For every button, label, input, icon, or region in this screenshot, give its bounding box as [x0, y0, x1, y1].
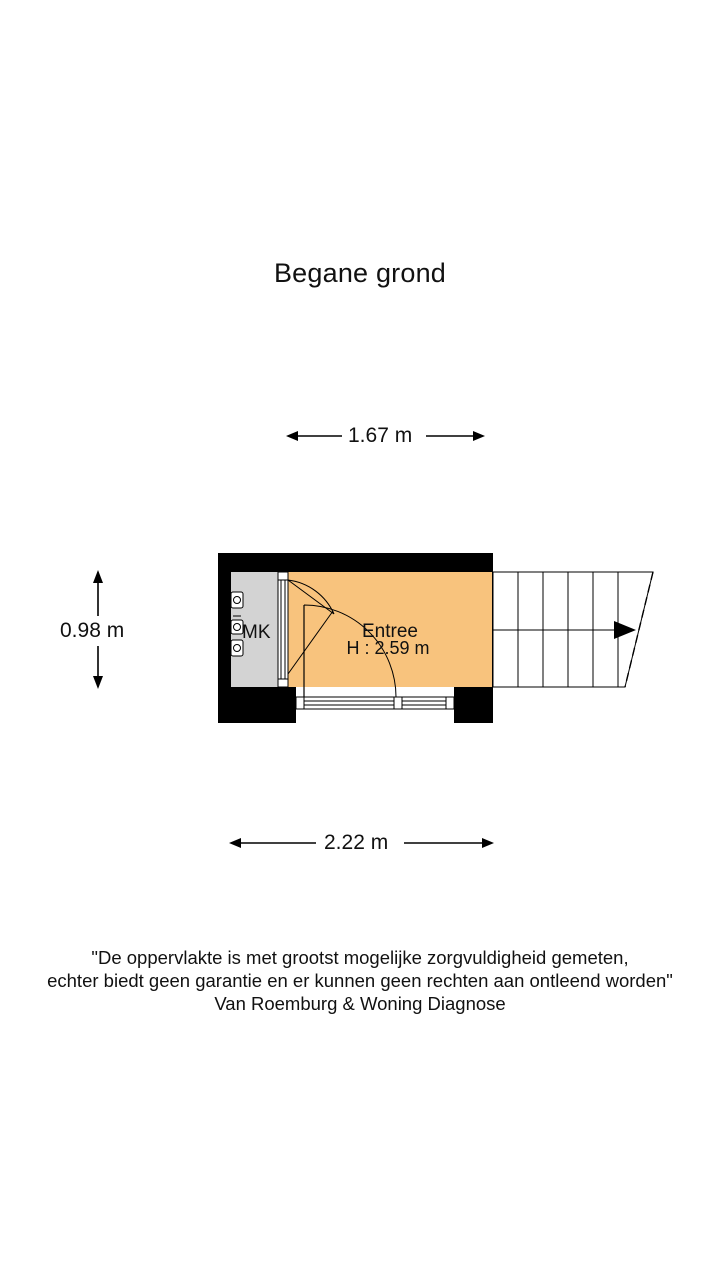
dimension-top-label: 1.67 m — [344, 424, 416, 448]
room-label-mk: MK — [242, 622, 271, 643]
room-label-entree: Entree — [362, 621, 418, 642]
disclaimer — [0, 946, 720, 1015]
floor-title: Begane grond — [273, 258, 447, 288]
room-height-entree: H : 2.59 m — [346, 638, 430, 658]
disclaimer-line-3: Van Roemburg & Woning Diagnose — [214, 993, 506, 1014]
disclaimer-line-2: echter biedt geen garantie en er kunnen geen rechten aan ontleend worden" — [47, 970, 673, 991]
dimension-left-label: 0.98 m — [56, 619, 128, 643]
disclaimer-line-1: "De oppervlakte is met grootst mogelijke zorgvuldigheid gemeten, — [91, 947, 629, 968]
meter-cupboard-door — [278, 572, 288, 687]
dimension-bottom-label: 2.22 m — [320, 831, 392, 855]
